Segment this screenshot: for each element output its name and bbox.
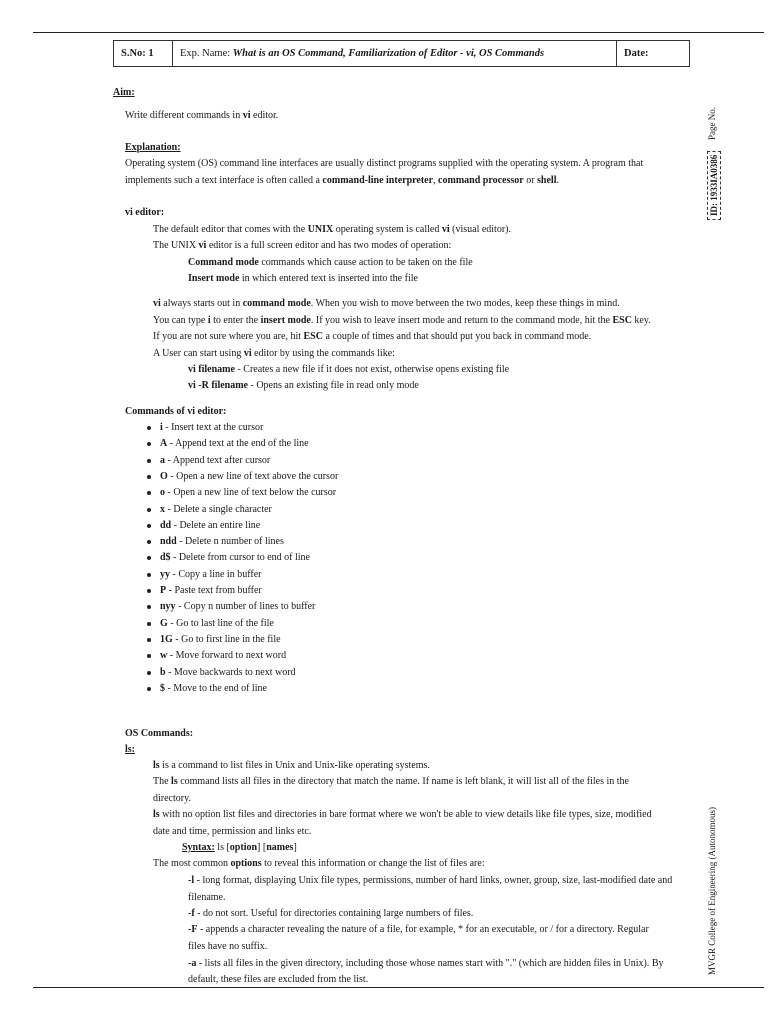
explanation-line-2: implements such a text interface is often called a command-line interpreter, command processor or shell. xyxy=(125,175,559,186)
ls-option-a: -a - lists all files in the given directory, including those whose names start with "." (which are hidden files in Unix). By xyxy=(188,958,664,969)
aim-text: Write different commands in vi editor. xyxy=(125,110,279,121)
ls-line-1: ls is a command to list files in Unix and Unix-like operating systems. xyxy=(153,760,430,771)
bullet-icon xyxy=(147,426,151,430)
list-item: G - Go to last line of the file xyxy=(160,617,274,629)
list-item: dd - Delete an entire line xyxy=(160,519,261,531)
page-number-label: Page No. xyxy=(707,107,717,140)
bullet-icon xyxy=(147,687,151,691)
experiment-name-label: Exp. Name: xyxy=(180,48,231,59)
bullet-icon xyxy=(147,573,151,577)
ls-option-l-cont: filename. xyxy=(188,892,226,903)
bullet-icon xyxy=(147,671,151,675)
list-item: i - Insert text at the cursor xyxy=(160,422,264,433)
serial-number: S.No: 1 xyxy=(114,41,173,67)
ls-option-f: -f - do not sort. Useful for directories containing large numbers of files. xyxy=(188,908,474,919)
bullet-icon xyxy=(147,475,151,479)
explanation-heading: Explanation: xyxy=(125,142,181,153)
list-item: $ - Move to the end of line xyxy=(160,682,267,694)
start-using-vi-line: A User can start using vi editor by using the commands like: xyxy=(153,348,395,359)
aim-heading: Aim: xyxy=(113,87,135,98)
ls-heading: ls: xyxy=(125,744,135,755)
list-item: x - Delete a single character xyxy=(160,503,272,515)
ls-line-3: directory. xyxy=(153,793,191,804)
list-item: nyy - Copy n number of lines to buffer xyxy=(160,601,316,613)
date-label: Date: xyxy=(617,41,690,67)
bullet-icon xyxy=(147,508,151,512)
ls-option-F-cont: files have no suffix. xyxy=(188,941,268,952)
list-item: a - Append text after cursor xyxy=(160,454,271,466)
ls-option-F: -F - appends a character revealing the nature of a file, for example, * for an executable, or / for a directory. Regular xyxy=(188,924,649,935)
ls-option-a-cont: default, these files are excluded from the list. xyxy=(188,974,369,985)
esc-instruction-line: If you are not sure where you are, hit ESC a couple of times and that should put you back in command mode. xyxy=(153,331,592,342)
bullet-icon xyxy=(147,524,151,528)
list-item: yy - Copy a line in buffer xyxy=(160,568,262,580)
explanation-line-1: Operating system (OS) command line interfaces are usually distinct programs supplied with the operating system. A program that xyxy=(125,158,644,169)
list-item: 1G - Go to first line in the file xyxy=(160,633,281,645)
insert-mode-instruction-line: You can type i to enter the insert mode. If you wish to leave insert mode and return to the command mode, hit the ESC key. xyxy=(153,315,651,326)
bullet-icon xyxy=(147,491,151,495)
os-commands-heading: OS Commands: xyxy=(125,728,194,739)
list-item: d$ - Delete from cursor to end of line xyxy=(160,552,310,564)
ls-line-5: date and time, permission and links etc. xyxy=(153,826,312,837)
list-item: ndd - Delete n number of lines xyxy=(160,536,284,548)
ls-line-2: The ls command lists all files in the directory that match the name. If name is left blank, it will list all of the files in the xyxy=(153,776,629,787)
experiment-name-value: What is an OS Command, Familiarization of Editor - vi, OS Commands xyxy=(232,48,545,59)
college-name-label: MVGR College of Engineering (Autonomous) xyxy=(707,807,717,975)
ls-option-l: -l - long format, displaying Unix file types, permissions, number of hard links, owner, group, size, last-modified date and xyxy=(188,875,673,886)
ls-line-4: ls with no option list files and directories in bare format where we won't be able to view details like file types, size, modified xyxy=(153,809,652,820)
bullet-icon xyxy=(147,459,151,463)
vi-editor-heading: vi editor: xyxy=(125,207,165,218)
ls-options-intro: The most common options to reveal this information or change the list of files are: xyxy=(153,858,485,869)
list-item: P - Paste text from buffer xyxy=(160,585,262,596)
ls-syntax-line: Syntax: ls [option] [names] xyxy=(182,842,297,853)
bullet-icon xyxy=(147,442,151,446)
bullet-icon xyxy=(147,622,151,626)
list-item: O - Open a new line of text above the cursor xyxy=(160,470,339,482)
list-item: b - Move backwards to next word xyxy=(160,666,296,678)
vi-filename-line: vi filename - Creates a new file if it does not exist, otherwise opens existing file xyxy=(188,364,510,375)
insert-mode-line: Insert mode in which entered text is inserted into the file xyxy=(188,273,418,284)
bullet-icon xyxy=(147,540,151,544)
student-id-label: ID: 1933IA0386 xyxy=(707,151,721,220)
vi-readonly-line: vi -R filename - Opens an existing file in read only mode xyxy=(188,380,419,391)
bullet-icon xyxy=(147,654,151,658)
command-mode-line: Command mode commands which cause action to be taken on the file xyxy=(188,257,473,268)
commands-heading: Commands of vi editor: xyxy=(125,406,227,417)
vi-editor-line-2: The UNIX vi editor is a full screen editor and has two modes of operation: xyxy=(153,240,452,251)
bullet-icon xyxy=(147,556,151,560)
list-item: A - Append text at the end of the line xyxy=(160,438,309,450)
vi-editor-line-1: The default editor that comes with the UNIX operating system is called vi (visual editor). xyxy=(153,224,511,235)
list-item: w - Move forward to next word xyxy=(160,650,287,662)
bullet-icon xyxy=(147,605,151,609)
vi-starts-line: vi always starts out in command mode. When you wish to move between the two modes, keep these things in mind. xyxy=(153,298,620,309)
bullet-icon xyxy=(147,638,151,642)
bottom-rule xyxy=(33,987,764,988)
bullet-icon xyxy=(147,589,151,593)
list-item: o - Open a new line of text below the cursor xyxy=(160,487,337,499)
